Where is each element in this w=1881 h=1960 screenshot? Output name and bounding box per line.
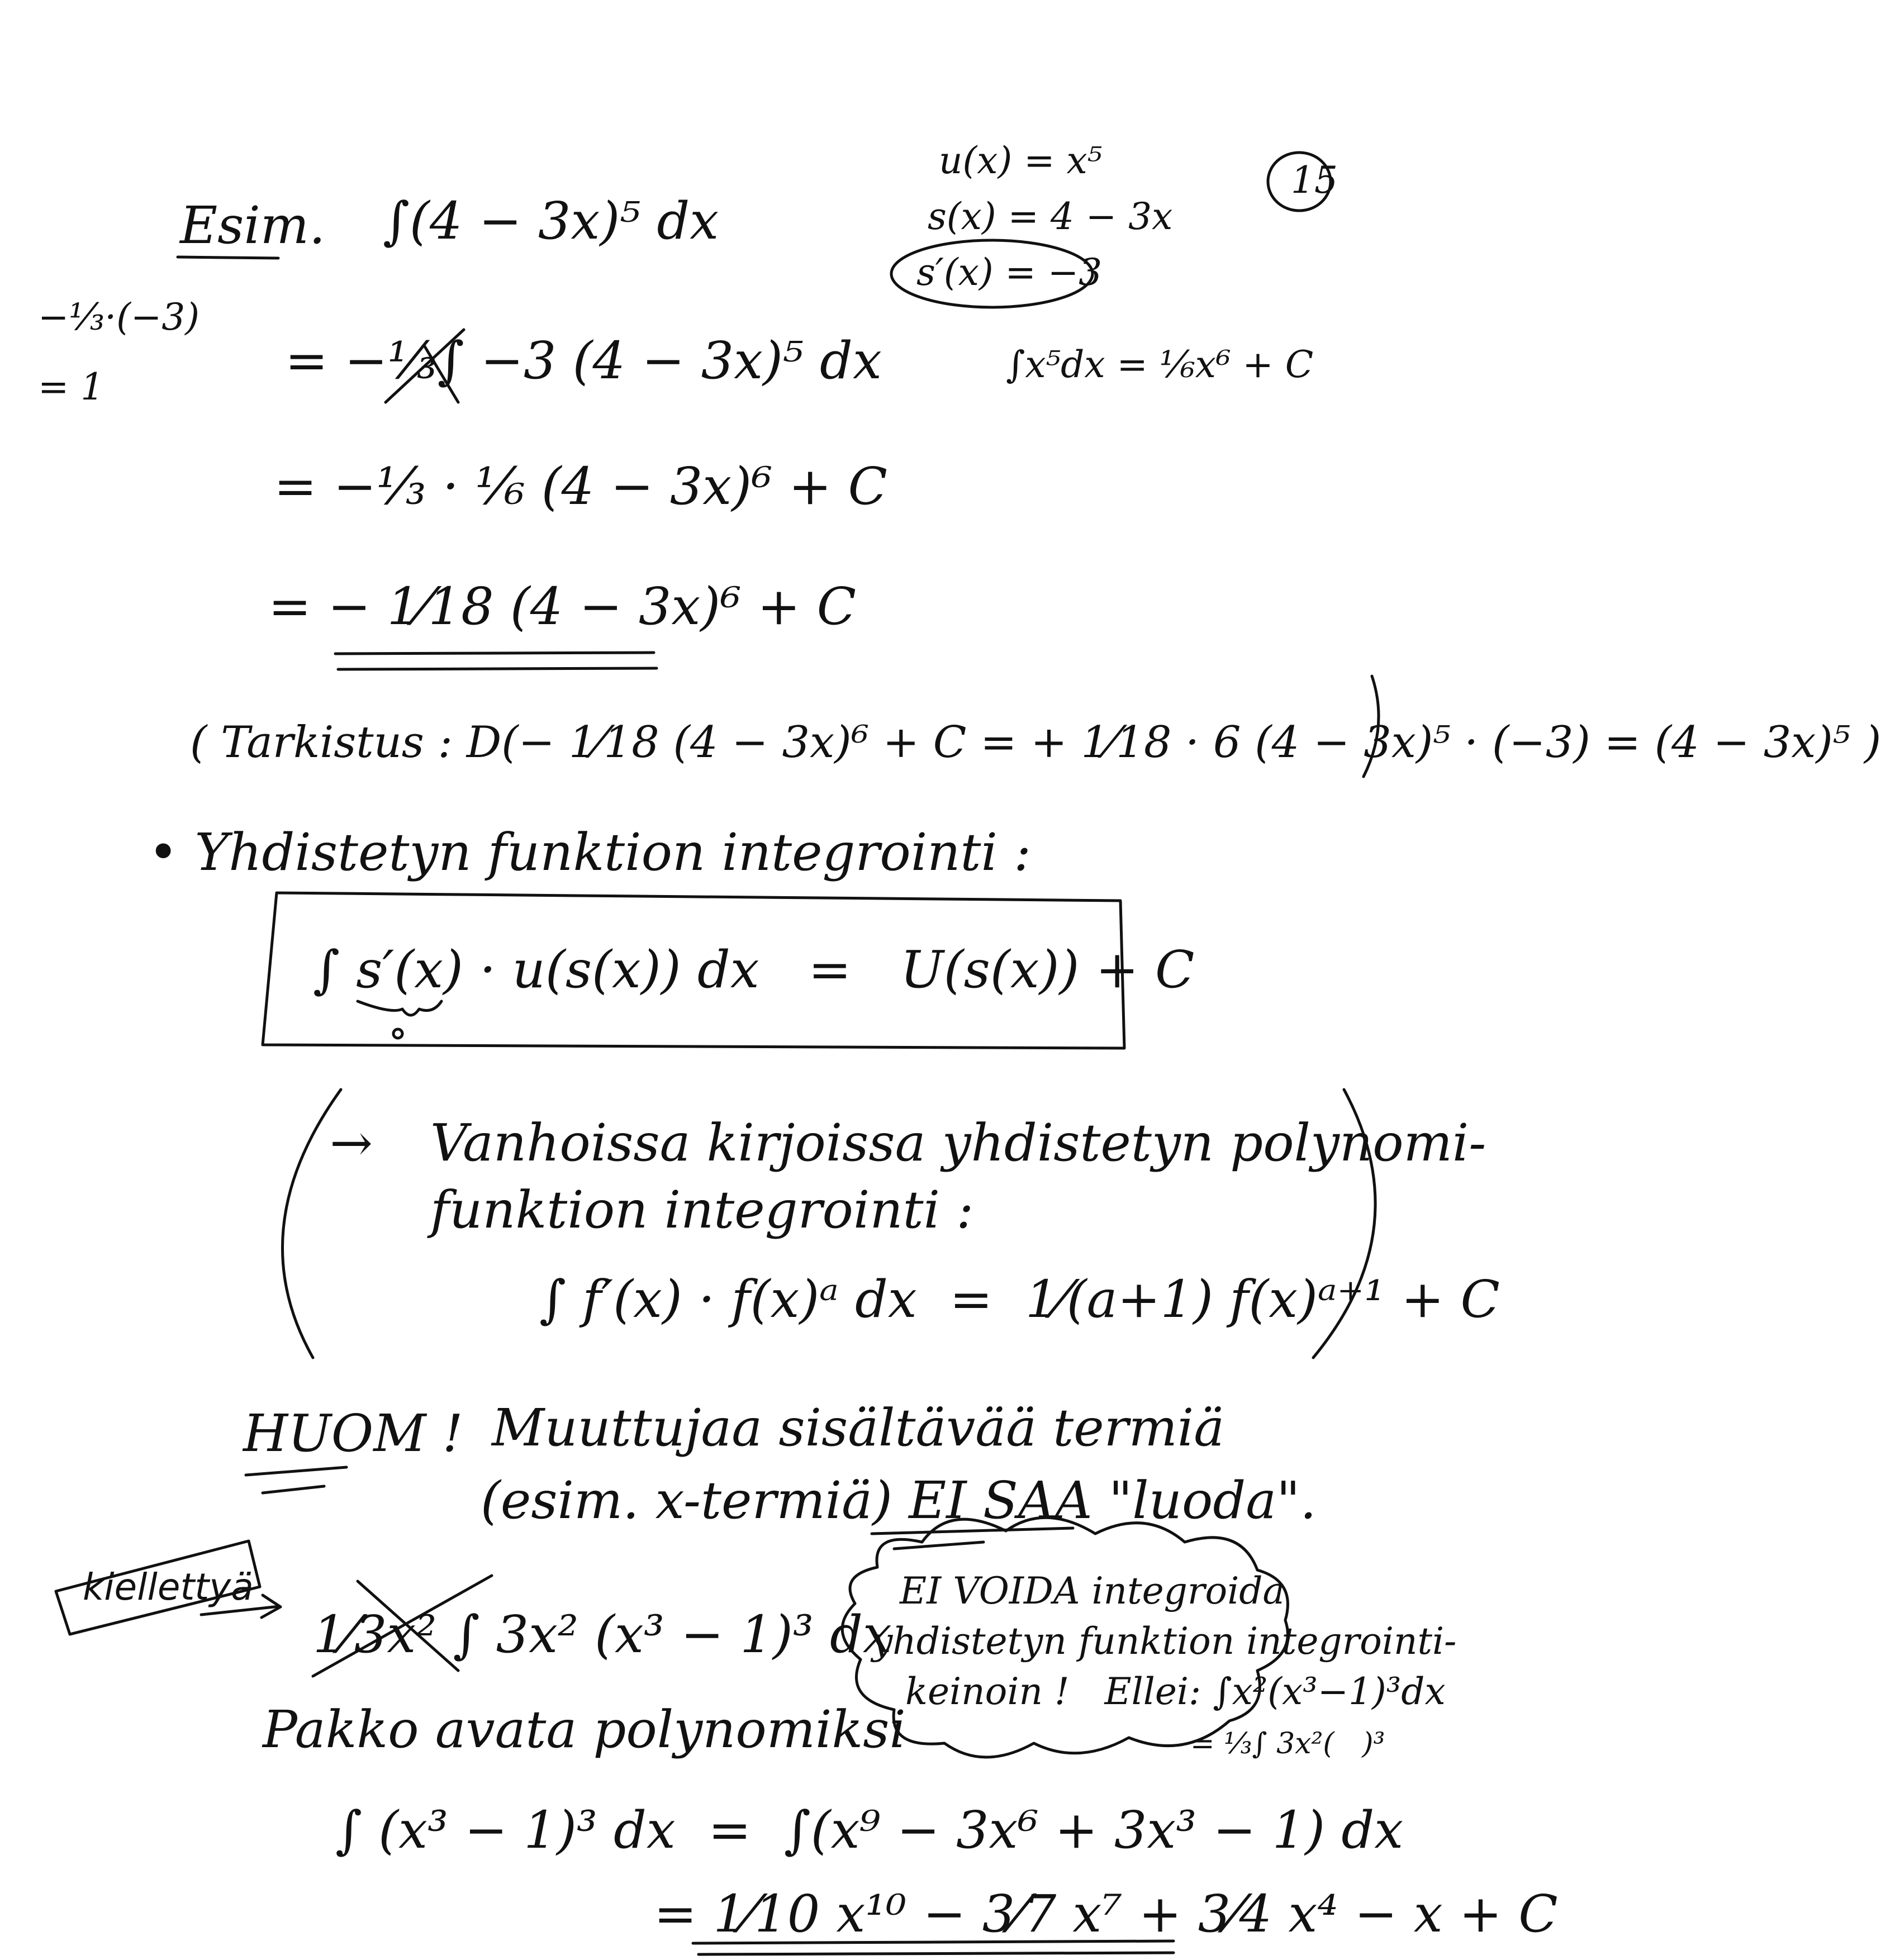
example-label-underline (178, 257, 278, 258)
old-books-arrow: → (330, 1113, 373, 1173)
result-underline-2 (338, 668, 657, 669)
aside-u: u(x) = x⁵ (939, 139, 1103, 182)
step-3: = − 1⁄18 (4 − 3x)⁶ + C (268, 577, 857, 636)
forced-text: Pakko avata polynomiksi (263, 1700, 906, 1759)
cloud-line2: yhdistetyn funktion integrointi- (872, 1620, 1457, 1663)
forced-line2: = 1⁄10 x¹⁰ − 3⁄7 x⁷ + 3⁄4 x⁴ − x + C (654, 1884, 1558, 1944)
rule-formula: ∫ s′(x) · u(s(x)) dx = U(s(x)) + C (313, 940, 1195, 1000)
forbidden-expression: 1⁄3x² ∫ 3x² (x³ − 1)³ dx (313, 1605, 892, 1664)
rule-brace (358, 1001, 441, 1015)
note-label: HUOM ! (243, 1404, 463, 1463)
step-2: = −⅓ · ⅙ (4 − 3x)⁶ + C (274, 456, 887, 516)
forbidden-arrowhead (262, 1595, 281, 1618)
result-underline-1 (335, 653, 654, 654)
aside-s-prime: s′(x) = −3 (916, 251, 1103, 294)
note-underline (246, 1467, 346, 1475)
example-integral: ∫(4 − 3x)⁵ dx (383, 191, 719, 251)
cloud-line1: EI VOIDA integroida (900, 1569, 1285, 1612)
forced-line1: ∫ (x³ − 1)³ dx = ∫(x⁹ − 3x⁶ + 3x³ − 1) dx (335, 1800, 1404, 1860)
forbidden-label: kiellettyä (83, 1566, 254, 1609)
example-label: Esim. (180, 196, 326, 255)
old-books-line1: Vanhoissa kirjoissa yhdistetyn polynomi- (430, 1113, 1486, 1173)
cloud-line3: keinoin ! Ellei: ∫x²(x³−1)³dx (905, 1670, 1446, 1713)
step-1: = −⅓∫ −3 (4 − 3x)⁵ dx (285, 331, 882, 391)
margin-note-2: = 1 (38, 365, 104, 408)
note-line2: (esim. x-termiä) EI SAA "luoda". (481, 1471, 1317, 1530)
margin-note-1: −⅓·(−3) (38, 296, 200, 339)
note-line1: Muuttujaa sisältävää termiä (492, 1398, 1225, 1458)
ei-saa-underline-2 (894, 1542, 984, 1549)
old-books-line2: funktion integrointi : (430, 1180, 974, 1240)
cloud-line4: = ⅓∫ 3x²( )³ (1190, 1727, 1385, 1761)
note-underline-2 (263, 1486, 324, 1493)
check-line: ( Tarkistus : D(− 1⁄18 (4 − 3x)⁶ + C = + 1⁄18 · 6 (4 − 3x)⁵ · (−3) = (4 − 3x)⁵ ) (190, 717, 1881, 768)
page-number: 15 (1291, 159, 1338, 202)
old-books-formula: ∫ f′(x) · f(x)ᵃ dx = 1⁄(a+1) f(x)ᵃ⁺¹ + C (539, 1269, 1500, 1329)
aside-integral-u: ∫x⁵dx = ⅙x⁶ + C (1006, 343, 1314, 386)
aside-s: s(x) = 4 − 3x (928, 195, 1173, 238)
rule-brace-dot (393, 1029, 402, 1038)
final-underline-2 (699, 1953, 1174, 1954)
rule-heading: • Yhdistetyn funktion integrointi : (148, 822, 1032, 882)
